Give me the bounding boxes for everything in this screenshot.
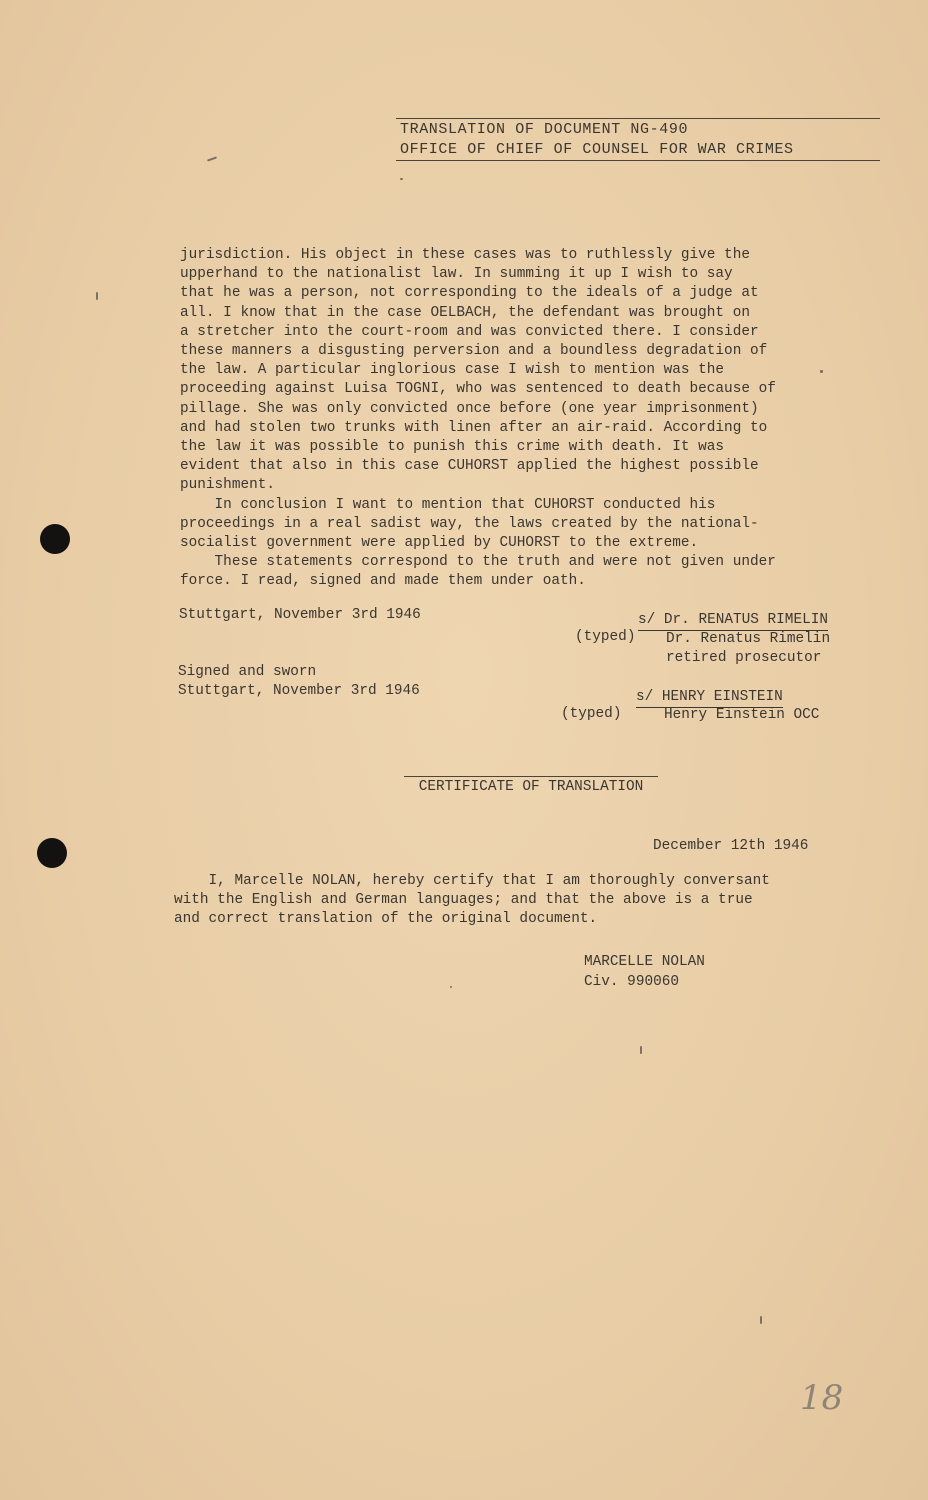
header-translation-line: TRANSLATION OF DOCUMENT NG-490 [400,121,689,138]
signer2-typed-name: Henry Einstein OCC [664,707,820,723]
signer1-title: retired prosecutor [666,650,822,666]
place-date-1: Stuttgart, November 3rd 1946 [179,607,421,623]
punch-hole-top [40,524,70,554]
punch-hole-bottom [37,838,67,868]
certificate-body: I, Marcelle NOLAN, hereby certify that I am thoroughly conversant with the English and German languages; and that the above is a true and correct translation of the original document. [174,873,770,927]
typed-label-2: (typed) [561,706,622,722]
translator-name: MARCELLE NOLAN [584,954,705,970]
handwritten-page-number: 18 [800,1378,844,1418]
translator-civ-number: Civ. 990060 [584,974,679,990]
certificate-date: December 12th 1946 [653,838,809,854]
document-header [396,118,880,161]
paper-mark [760,1316,762,1324]
header-rule-top [396,118,880,119]
signer1-signature: s/ Dr. RENATUS RIMELIN [638,611,828,631]
statement-body: jurisdiction. His object in these cases was to ruthlessly give the upperhand to the nationalist law. In summing it up I wish to say that he was a person, not corresponding to the ideals of a judge at all. I know that in the case OELBACH, the defendant was brought on a stretcher into the court-room and was convicted there. I consider these manners a disgusting perversion and a boundless degradation of the law. A particular inglorious case I wish to mention was the proceeding against Luisa TOGNI, who was sentenced to death because of pillage. She was only convicted once before (one year imprisonment) and had stolen two trunks with linen after an air-raid. According to the law it was possible to punish this crime with death. It was evident that also in this case CUHORST applied the highest possible punishment. In conclusion I want to mention that CUHORST conducted his proceedings in a real sadist way, the laws created by the national- socialist government were applied by CUHORST to the extreme. These statements correspond to the truth and were not given under force. I read, signed and made them under oath. [180,247,776,590]
typed-label-1: (typed) [575,629,636,645]
signer2-signature: s/ HENRY EINSTEIN [636,688,783,708]
translator-block [584,952,705,992]
paper-mark [400,178,403,180]
signer1-typed-name: Dr. Renatus Rimelin [666,631,831,647]
header-office-line: OFFICE OF CHIEF OF COUNSEL FOR WAR CRIMES [396,140,880,161]
paper-mark [640,1046,642,1054]
paper-mark [450,986,452,988]
paper-mark [207,156,217,161]
paper-mark [96,292,98,300]
place-date-2: Stuttgart, November 3rd 1946 [178,683,420,699]
certificate-title: CERTIFICATE OF TRANSLATION [404,776,658,795]
signed-sworn: Signed and sworn [178,664,317,680]
